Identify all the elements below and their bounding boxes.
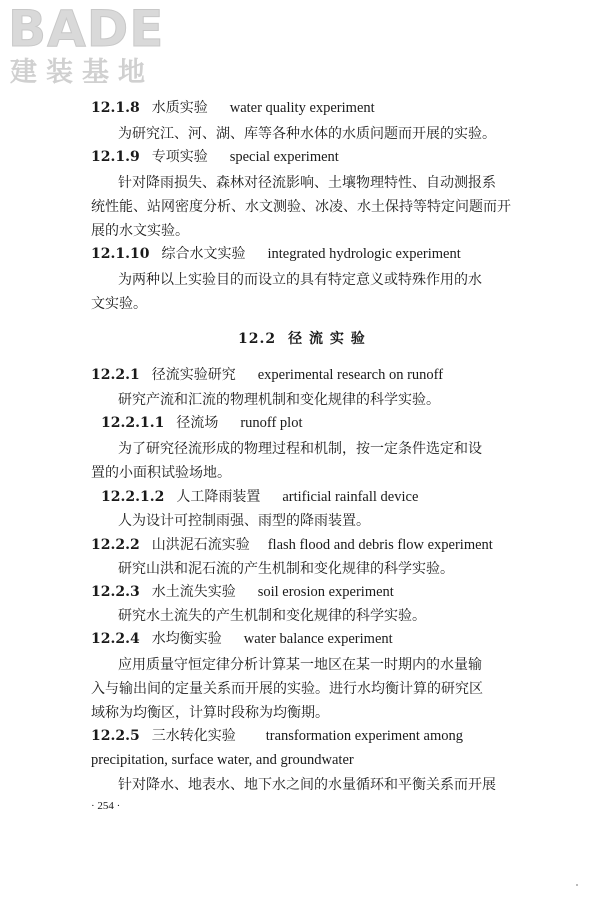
entry-number: 12.2.4 [91, 631, 140, 647]
entry-term-cn: 径流实验研究 [151, 367, 236, 383]
definition-line: 针对降雨损失、森林对径流影响、土壤物理特性、自动测报系 [118, 175, 496, 191]
definition-line: 为研究江、河、湖、库等各种水体的水质问题而开展的实验。 [118, 126, 496, 142]
entry-term-en: water quality experiment [229, 100, 375, 116]
entry-12-2-3 [91, 583, 394, 601]
entry-12-1-9 [91, 148, 339, 166]
definition-line: 统性能、站网密度分析、水文测验、冰凌、水土保持等特定问题而开 [91, 199, 511, 215]
entry-term-cn: 山洪泥石流实验 [151, 537, 250, 553]
definition-line: 域称为均衡区，计算时段称为均衡期。 [91, 705, 329, 721]
entry-number: 12.2.1 [91, 367, 140, 383]
definition-line: 人为设计可控制雨强、雨型的降雨装置。 [118, 513, 370, 529]
entry-number: 12.2.1.1 [101, 415, 165, 431]
definition-line: 研究水土流失的产生机制和变化规律的科学实验。 [118, 608, 426, 624]
entry-12-2-1 [91, 366, 443, 384]
entry-term-cn: 综合水文实验 [161, 246, 246, 262]
entry-term-en: soil erosion experiment [257, 584, 394, 600]
entry-12-2-1-1 [101, 414, 302, 432]
entry-12-2-4 [91, 630, 393, 648]
entry-term-en-continued: precipitation, surface water, and groundwater [91, 752, 354, 768]
entry-term-en: water balance experiment [243, 631, 393, 647]
definition-line: 入与输出间的定量关系而开展的实验。进行水均衡计算的研究区 [91, 681, 483, 697]
entry-12-1-8 [91, 99, 375, 117]
entry-term-en: integrated hydrologic experiment [267, 246, 461, 262]
entry-term-en: artificial rainfall device [282, 489, 419, 505]
definition-line: 为两种以上实验目的而设立的具有特定意义或特殊作用的水 [118, 272, 482, 288]
entry-number: 12.1.10 [91, 246, 150, 262]
entry-12-2-1-2 [101, 488, 418, 506]
entry-term-en: flash flood and debris flow experiment [267, 537, 493, 553]
entry-number: 12.1.8 [91, 100, 140, 116]
entry-term-cn: 径流场 [176, 415, 219, 431]
entry-term-cn: 水质实验 [151, 100, 208, 116]
page-number: · 254 · [91, 800, 121, 812]
entry-number: 12.2.5 [91, 728, 140, 744]
definition-line: 研究山洪和泥石流的产生机制和变化规律的科学实验。 [118, 561, 454, 577]
definition-line: 为了研究径流形成的物理过程和机制，按一定条件选定和设 [118, 441, 482, 457]
entry-12-2-2 [91, 536, 493, 554]
definition-line: 文实验。 [91, 296, 147, 312]
entry-12-1-10 [91, 245, 461, 263]
section-title: 径 流 实 验 [288, 331, 366, 347]
entry-number: 12.2.1.2 [101, 489, 165, 505]
definition-line: 置的小面积试验场地。 [91, 465, 231, 481]
definition-line: 针对降水、地表水、地下水之间的水量循环和平衡关系而开展 [118, 777, 496, 793]
section-number: 12.2 [238, 331, 277, 347]
entry-12-2-5 [91, 727, 463, 745]
entry-number: 12.1.9 [91, 149, 140, 165]
entry-term-cn: 水均衡实验 [151, 631, 222, 647]
entry-term-en: experimental research on runoff [257, 367, 444, 383]
entry-term-en: special experiment [229, 149, 339, 165]
definition-line: 研究产流和汇流的物理机制和变化规律的科学实验。 [118, 392, 440, 408]
scan-speck [576, 884, 578, 886]
definition-line: 应用质量守恒定律分析计算某一地区在某一时期内的水量输 [118, 657, 482, 673]
entry-term-cn: 水土流失实验 [151, 584, 236, 600]
entry-term-en: transformation experiment among [265, 728, 464, 744]
entry-number: 12.2.2 [91, 537, 140, 553]
definition-line: 展的水文实验。 [91, 223, 189, 239]
entry-number: 12.2.3 [91, 584, 140, 600]
entry-term-cn: 专项实验 [151, 149, 208, 165]
logo-brand: BADE [8, 0, 165, 58]
section-heading [238, 330, 366, 348]
entry-term-cn: 人工降雨装置 [176, 489, 261, 505]
entry-term-en: runoff plot [240, 415, 303, 431]
entry-term-cn: 三水转化实验 [151, 728, 236, 744]
logo-subtitle: 建装基地 [10, 57, 154, 88]
